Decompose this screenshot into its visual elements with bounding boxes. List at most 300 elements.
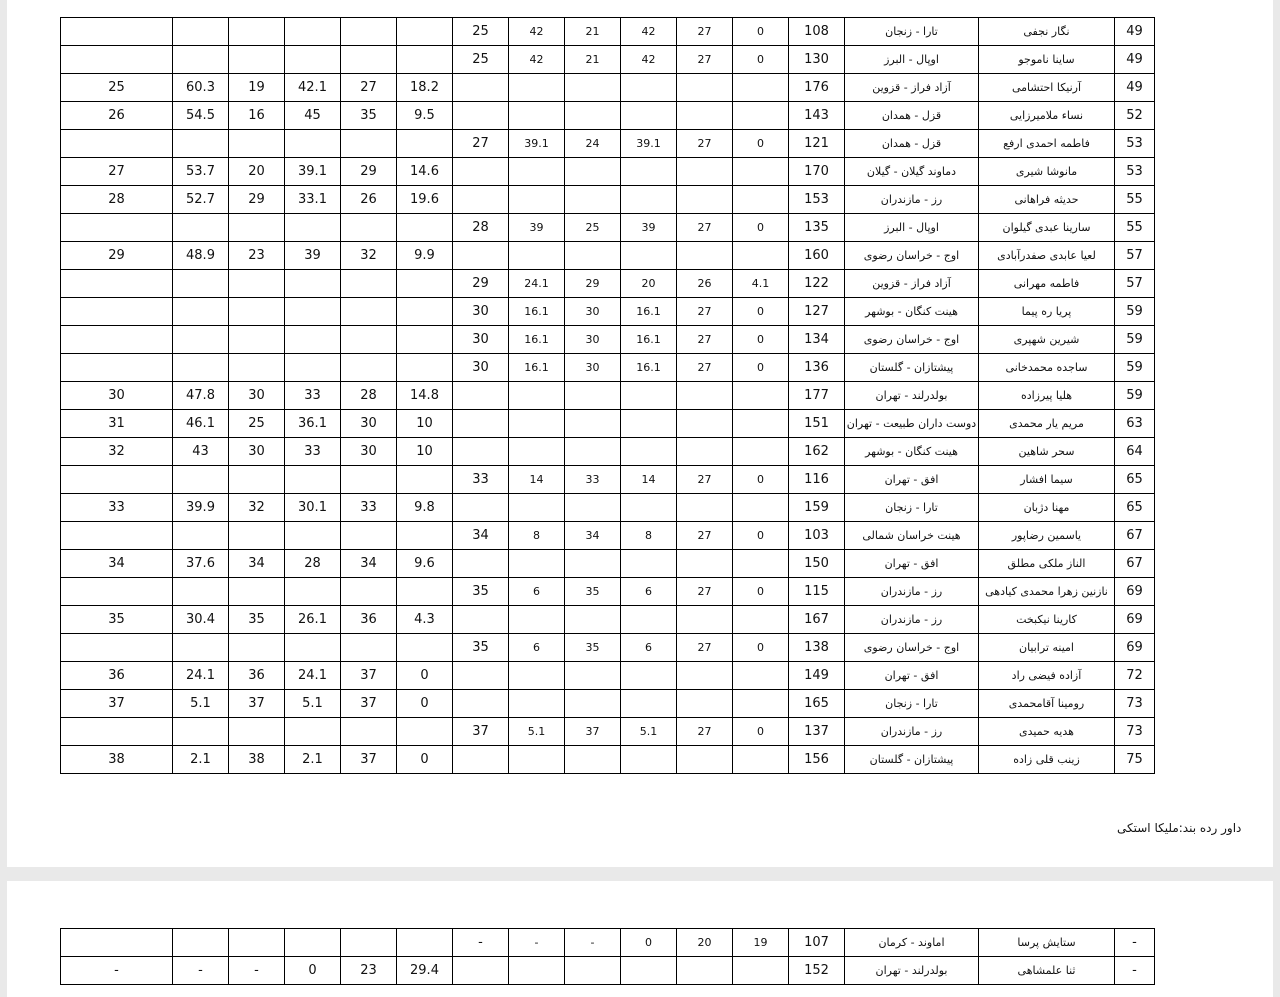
bib-number-cell: 108 xyxy=(789,18,845,46)
group-b-total-cell: 24.1 xyxy=(173,662,229,690)
group-b-score-2-cell: 45 xyxy=(285,102,341,130)
group-b-rank-2-cell xyxy=(229,270,285,298)
group-a-rank-1-cell xyxy=(677,494,733,522)
group-b-score-1-cell: 10 xyxy=(397,410,453,438)
group-a-rank-1-cell: 27 xyxy=(677,18,733,46)
group-a-score-1-cell xyxy=(733,438,789,466)
group-a-rank-cell xyxy=(453,410,509,438)
group-b-score-1-cell: 9.6 xyxy=(397,550,453,578)
group-a-rank-1-cell xyxy=(677,102,733,130)
group-b-rank-cell xyxy=(61,718,173,746)
group-b-score-1-cell xyxy=(397,354,453,382)
group-a-rank-2-cell: 29 xyxy=(565,270,621,298)
rank-cell: - xyxy=(1115,929,1155,957)
referee-note: داور رده بند:ملیکا استکی xyxy=(1117,821,1242,835)
table-row xyxy=(61,522,1155,550)
group-b-total-cell: 47.8 xyxy=(173,382,229,410)
group-a-rank-1-cell xyxy=(677,158,733,186)
group-b-rank-2-cell: 29 xyxy=(229,186,285,214)
group-a-rank-cell xyxy=(453,957,509,985)
group-b-score-1-cell: 9.5 xyxy=(397,102,453,130)
group-a-rank-cell: 27 xyxy=(453,130,509,158)
rank-cell: 65 xyxy=(1115,494,1155,522)
table-row xyxy=(61,494,1155,522)
group-b-score-1-cell xyxy=(397,270,453,298)
group-b-rank-2-cell: 34 xyxy=(229,550,285,578)
rank-cell: 73 xyxy=(1115,718,1155,746)
group-a-rank-2-cell: 30 xyxy=(565,326,621,354)
table-row xyxy=(61,298,1155,326)
group-b-rank-2-cell: 38 xyxy=(229,746,285,774)
club-province-cell: رز - مازندران xyxy=(845,606,979,634)
athlete-name-cell: پریا ره پیما xyxy=(979,298,1115,326)
athlete-name-cell: کارینا نیکبخت xyxy=(979,606,1115,634)
group-b-rank-2-cell xyxy=(229,354,285,382)
group-b-rank-1-cell xyxy=(341,718,397,746)
group-a-rank-1-cell xyxy=(677,438,733,466)
group-a-total-cell xyxy=(509,494,565,522)
group-a-rank-1-cell xyxy=(677,957,733,985)
group-b-score-2-cell xyxy=(285,522,341,550)
group-b-total-cell: 52.7 xyxy=(173,186,229,214)
group-a-rank-2-cell xyxy=(565,186,621,214)
club-province-cell: بولدرلند - تهران xyxy=(845,957,979,985)
club-province-cell: اوج - خراسان رضوی xyxy=(845,634,979,662)
table-row xyxy=(61,438,1155,466)
club-province-cell: رز - مازندران xyxy=(845,186,979,214)
group-b-total-cell: 2.1 xyxy=(173,746,229,774)
group-a-rank-1-cell: 27 xyxy=(677,326,733,354)
group-a-score-2-cell: 39.1 xyxy=(621,130,677,158)
group-a-score-2-cell xyxy=(621,550,677,578)
rank-cell: 59 xyxy=(1115,382,1155,410)
group-b-rank-1-cell xyxy=(341,130,397,158)
table-row xyxy=(61,102,1155,130)
group-b-total-cell xyxy=(173,634,229,662)
group-a-rank-1-cell xyxy=(677,690,733,718)
athlete-name-cell: لعیا عابدی صفدرآبادی xyxy=(979,242,1115,270)
group-b-score-1-cell xyxy=(397,929,453,957)
rank-cell: 52 xyxy=(1115,102,1155,130)
group-a-rank-1-cell: 27 xyxy=(677,578,733,606)
rank-cell: 49 xyxy=(1115,46,1155,74)
group-a-rank-2-cell xyxy=(565,382,621,410)
group-a-score-2-cell: 42 xyxy=(621,46,677,74)
group-a-score-2-cell: 8 xyxy=(621,522,677,550)
group-b-rank-cell: 30 xyxy=(61,382,173,410)
group-a-score-2-cell: 14 xyxy=(621,466,677,494)
group-b-rank-1-cell xyxy=(341,522,397,550)
table-row xyxy=(61,957,1155,985)
group-a-score-1-cell xyxy=(733,242,789,270)
group-b-rank-1-cell: 37 xyxy=(341,746,397,774)
group-b-rank-2-cell: 30 xyxy=(229,438,285,466)
athlete-name-cell: هلیا پیرزاده xyxy=(979,382,1115,410)
group-a-score-1-cell xyxy=(733,186,789,214)
group-a-score-1-cell xyxy=(733,74,789,102)
group-a-score-1-cell: 0 xyxy=(733,578,789,606)
table-row xyxy=(61,578,1155,606)
bib-number-cell: 162 xyxy=(789,438,845,466)
group-a-score-1-cell xyxy=(733,102,789,130)
group-a-total-cell: 42 xyxy=(509,18,565,46)
athlete-name-cell: مانوشا شیری xyxy=(979,158,1115,186)
group-a-rank-1-cell xyxy=(677,74,733,102)
group-a-rank-2-cell xyxy=(565,102,621,130)
group-b-score-2-cell xyxy=(285,46,341,74)
group-a-rank-1-cell xyxy=(677,242,733,270)
group-b-rank-2-cell xyxy=(229,522,285,550)
group-a-total-cell xyxy=(509,410,565,438)
group-a-total-cell xyxy=(509,606,565,634)
athlete-name-cell: نگار نجفی xyxy=(979,18,1115,46)
group-a-score-1-cell xyxy=(733,158,789,186)
group-b-rank-cell xyxy=(61,46,173,74)
group-b-total-cell: 53.7 xyxy=(173,158,229,186)
group-a-score-1-cell xyxy=(733,494,789,522)
group-b-score-2-cell: 33.1 xyxy=(285,186,341,214)
group-a-total-cell: 14 xyxy=(509,466,565,494)
athlete-name-cell: الناز ملکی مطلق xyxy=(979,550,1115,578)
group-b-score-1-cell: 14.8 xyxy=(397,382,453,410)
group-a-total-cell xyxy=(509,242,565,270)
group-a-total-cell xyxy=(509,158,565,186)
group-a-total-cell xyxy=(509,690,565,718)
club-province-cell: اوج - خراسان رضوی xyxy=(845,242,979,270)
bib-number-cell: 103 xyxy=(789,522,845,550)
group-b-rank-1-cell: 35 xyxy=(341,102,397,130)
bib-number-cell: 150 xyxy=(789,550,845,578)
group-b-rank-1-cell: 34 xyxy=(341,550,397,578)
group-b-rank-2-cell xyxy=(229,130,285,158)
group-b-score-1-cell: 0 xyxy=(397,746,453,774)
table-row xyxy=(61,746,1155,774)
table-row xyxy=(61,550,1155,578)
group-b-total-cell xyxy=(173,326,229,354)
athlete-name-cell: مریم یار محمدی xyxy=(979,410,1115,438)
group-a-rank-2-cell xyxy=(565,690,621,718)
table-row xyxy=(61,158,1155,186)
group-a-score-1-cell xyxy=(733,662,789,690)
group-b-rank-1-cell: 30 xyxy=(341,410,397,438)
group-a-rank-cell xyxy=(453,102,509,130)
group-a-rank-2-cell: 30 xyxy=(565,354,621,382)
table-row xyxy=(61,466,1155,494)
group-b-score-2-cell xyxy=(285,298,341,326)
group-b-total-cell xyxy=(173,130,229,158)
table-row xyxy=(61,130,1155,158)
group-a-score-1-cell: 4.1 xyxy=(733,270,789,298)
group-b-total-cell xyxy=(173,354,229,382)
group-b-score-1-cell: 10 xyxy=(397,438,453,466)
rank-cell: 65 xyxy=(1115,466,1155,494)
rank-cell: 59 xyxy=(1115,354,1155,382)
table-row xyxy=(61,718,1155,746)
group-a-score-2-cell xyxy=(621,438,677,466)
group-b-total-cell: 39.9 xyxy=(173,494,229,522)
group-a-score-2-cell xyxy=(621,606,677,634)
group-b-total-cell: 30.4 xyxy=(173,606,229,634)
group-a-rank-cell: 30 xyxy=(453,354,509,382)
rank-cell: - xyxy=(1115,957,1155,985)
group-a-total-cell xyxy=(509,438,565,466)
bib-number-cell: 134 xyxy=(789,326,845,354)
group-b-rank-1-cell xyxy=(341,634,397,662)
group-b-rank-1-cell: 23 xyxy=(341,957,397,985)
group-b-rank-cell xyxy=(61,214,173,242)
club-province-cell: دماوند گیلان - گیلان xyxy=(845,158,979,186)
bib-number-cell: 122 xyxy=(789,270,845,298)
table-row xyxy=(61,18,1155,46)
group-b-score-2-cell xyxy=(285,214,341,242)
club-province-cell: بولدرلند - تهران xyxy=(845,382,979,410)
group-a-score-2-cell xyxy=(621,494,677,522)
group-b-rank-1-cell: 37 xyxy=(341,690,397,718)
bib-number-cell: 151 xyxy=(789,410,845,438)
group-b-rank-1-cell: 30 xyxy=(341,438,397,466)
group-a-rank-2-cell xyxy=(565,494,621,522)
group-a-rank-cell: 37 xyxy=(453,718,509,746)
group-a-rank-2-cell xyxy=(565,746,621,774)
group-b-score-2-cell xyxy=(285,130,341,158)
bib-number-cell: 138 xyxy=(789,634,845,662)
group-a-rank-2-cell: 30 xyxy=(565,298,621,326)
rank-cell: 72 xyxy=(1115,662,1155,690)
group-a-total-cell: 39.1 xyxy=(509,130,565,158)
group-b-rank-2-cell xyxy=(229,18,285,46)
group-b-total-cell: 60.3 xyxy=(173,74,229,102)
athlete-name-cell: سحر شاهین xyxy=(979,438,1115,466)
table-row xyxy=(61,74,1155,102)
group-a-rank-2-cell xyxy=(565,550,621,578)
group-b-total-cell xyxy=(173,929,229,957)
group-b-score-1-cell: 4.3 xyxy=(397,606,453,634)
group-b-total-cell xyxy=(173,298,229,326)
group-a-rank-1-cell: 27 xyxy=(677,354,733,382)
group-a-rank-cell: 30 xyxy=(453,298,509,326)
group-b-rank-1-cell: 36 xyxy=(341,606,397,634)
group-a-rank-1-cell: 27 xyxy=(677,522,733,550)
rank-cell: 63 xyxy=(1115,410,1155,438)
group-b-rank-1-cell xyxy=(341,298,397,326)
athlete-name-cell: امینه ترابیان xyxy=(979,634,1115,662)
group-b-rank-cell xyxy=(61,578,173,606)
group-a-rank-cell: 35 xyxy=(453,634,509,662)
rank-cell: 67 xyxy=(1115,522,1155,550)
group-b-score-2-cell: 26.1 xyxy=(285,606,341,634)
group-a-score-2-cell xyxy=(621,382,677,410)
group-b-score-2-cell: 33 xyxy=(285,382,341,410)
group-a-total-cell: 42 xyxy=(509,46,565,74)
group-a-rank-cell: 25 xyxy=(453,46,509,74)
group-b-rank-2-cell xyxy=(229,46,285,74)
group-b-score-1-cell xyxy=(397,298,453,326)
group-b-total-cell xyxy=(173,270,229,298)
group-a-rank-2-cell: 37 xyxy=(565,718,621,746)
group-b-rank-1-cell xyxy=(341,929,397,957)
group-a-rank-cell: 28 xyxy=(453,214,509,242)
results-table-continued xyxy=(60,928,1155,985)
group-b-rank-cell xyxy=(61,522,173,550)
group-b-rank-cell xyxy=(61,929,173,957)
group-b-score-1-cell xyxy=(397,326,453,354)
bib-number-cell: 156 xyxy=(789,746,845,774)
club-province-cell: آزاد فراز - قزوین xyxy=(845,270,979,298)
group-b-rank-cell xyxy=(61,466,173,494)
group-b-rank-1-cell xyxy=(341,270,397,298)
group-a-rank-2-cell: - xyxy=(565,929,621,957)
group-b-rank-1-cell xyxy=(341,326,397,354)
group-b-rank-2-cell: 19 xyxy=(229,74,285,102)
rank-cell: 67 xyxy=(1115,550,1155,578)
table-row xyxy=(61,214,1155,242)
group-a-total-cell xyxy=(509,662,565,690)
group-a-rank-2-cell: 21 xyxy=(565,18,621,46)
athlete-name-cell: نساء ملامیرزایی xyxy=(979,102,1115,130)
bib-number-cell: 107 xyxy=(789,929,845,957)
bib-number-cell: 143 xyxy=(789,102,845,130)
group-a-score-1-cell: 0 xyxy=(733,354,789,382)
athlete-name-cell: نازنین زهرا محمدی کیادهی xyxy=(979,578,1115,606)
group-b-total-cell: - xyxy=(173,957,229,985)
group-b-score-1-cell xyxy=(397,18,453,46)
group-b-rank-cell: 38 xyxy=(61,746,173,774)
club-province-cell: هینت خراسان شمالی xyxy=(845,522,979,550)
club-province-cell: افق - تهران xyxy=(845,662,979,690)
group-a-score-2-cell xyxy=(621,74,677,102)
group-b-score-2-cell: 5.1 xyxy=(285,690,341,718)
table-row xyxy=(61,634,1155,662)
group-a-rank-cell: 25 xyxy=(453,18,509,46)
rank-cell: 69 xyxy=(1115,578,1155,606)
group-a-score-2-cell xyxy=(621,102,677,130)
group-a-rank-2-cell: 24 xyxy=(565,130,621,158)
rank-cell: 59 xyxy=(1115,326,1155,354)
group-b-score-2-cell xyxy=(285,634,341,662)
group-b-rank-cell: 35 xyxy=(61,606,173,634)
table-row xyxy=(61,46,1155,74)
rank-cell: 57 xyxy=(1115,242,1155,270)
group-a-total-cell: 39 xyxy=(509,214,565,242)
group-a-score-1-cell: 0 xyxy=(733,634,789,662)
athlete-name-cell: رومینا آقامحمدی xyxy=(979,690,1115,718)
group-b-score-2-cell xyxy=(285,466,341,494)
group-b-score-1-cell: 14.6 xyxy=(397,158,453,186)
club-province-cell: تارا - زنجان xyxy=(845,690,979,718)
group-b-total-cell xyxy=(173,18,229,46)
group-b-total-cell xyxy=(173,718,229,746)
athlete-name-cell: حدیثه فراهانی xyxy=(979,186,1115,214)
group-a-total-cell xyxy=(509,74,565,102)
rank-cell: 53 xyxy=(1115,130,1155,158)
club-province-cell: اوپال - البرز xyxy=(845,214,979,242)
group-a-total-cell xyxy=(509,746,565,774)
group-a-rank-2-cell xyxy=(565,242,621,270)
group-a-rank-2-cell xyxy=(565,957,621,985)
group-b-rank-2-cell: 35 xyxy=(229,606,285,634)
club-province-cell: پیشتازان - گلستان xyxy=(845,354,979,382)
group-b-rank-1-cell xyxy=(341,578,397,606)
group-b-rank-1-cell xyxy=(341,46,397,74)
results-table xyxy=(60,17,1155,774)
group-b-rank-2-cell xyxy=(229,718,285,746)
group-a-rank-2-cell: 33 xyxy=(565,466,621,494)
bib-number-cell: 176 xyxy=(789,74,845,102)
athlete-name-cell: آزاده فیضی راد xyxy=(979,662,1115,690)
group-b-rank-2-cell: 20 xyxy=(229,158,285,186)
athlete-name-cell: مهنا دژبان xyxy=(979,494,1115,522)
group-b-score-2-cell xyxy=(285,718,341,746)
group-a-rank-cell xyxy=(453,438,509,466)
group-a-rank-cell xyxy=(453,158,509,186)
club-province-cell: اوج - خراسان رضوی xyxy=(845,326,979,354)
club-province-cell: افق - تهران xyxy=(845,550,979,578)
group-a-total-cell: 8 xyxy=(509,522,565,550)
club-province-cell: رز - مازندران xyxy=(845,718,979,746)
group-b-rank-2-cell xyxy=(229,634,285,662)
group-a-rank-cell xyxy=(453,186,509,214)
group-b-rank-cell: 25 xyxy=(61,74,173,102)
bib-number-cell: 170 xyxy=(789,158,845,186)
group-b-total-cell xyxy=(173,522,229,550)
group-b-rank-2-cell: 16 xyxy=(229,102,285,130)
table-row xyxy=(61,270,1155,298)
bib-number-cell: 149 xyxy=(789,662,845,690)
group-b-rank-1-cell: 29 xyxy=(341,158,397,186)
group-a-total-cell: 16.1 xyxy=(509,298,565,326)
group-a-total-cell: 16.1 xyxy=(509,326,565,354)
group-a-rank-cell xyxy=(453,746,509,774)
group-b-score-2-cell xyxy=(285,270,341,298)
bib-number-cell: 167 xyxy=(789,606,845,634)
group-b-total-cell xyxy=(173,466,229,494)
group-b-rank-1-cell: 26 xyxy=(341,186,397,214)
group-a-total-cell xyxy=(509,382,565,410)
group-a-score-2-cell: 0 xyxy=(621,929,677,957)
table-row xyxy=(61,326,1155,354)
group-b-total-cell: 46.1 xyxy=(173,410,229,438)
group-b-score-2-cell: 28 xyxy=(285,550,341,578)
group-b-score-1-cell xyxy=(397,130,453,158)
group-a-rank-1-cell: 20 xyxy=(677,929,733,957)
group-b-score-2-cell: 39.1 xyxy=(285,158,341,186)
group-a-score-2-cell xyxy=(621,957,677,985)
group-b-rank-2-cell: 23 xyxy=(229,242,285,270)
table-row xyxy=(61,186,1155,214)
group-a-rank-2-cell: 34 xyxy=(565,522,621,550)
table-row xyxy=(61,410,1155,438)
group-a-rank-1-cell xyxy=(677,186,733,214)
group-b-total-cell: 54.5 xyxy=(173,102,229,130)
group-b-score-1-cell: 9.9 xyxy=(397,242,453,270)
group-a-score-2-cell xyxy=(621,242,677,270)
group-a-rank-1-cell: 27 xyxy=(677,298,733,326)
athlete-name-cell: سارینا عبدی گیلوان xyxy=(979,214,1115,242)
bib-number-cell: 116 xyxy=(789,466,845,494)
group-b-rank-2-cell: - xyxy=(229,957,285,985)
group-b-rank-cell xyxy=(61,326,173,354)
group-b-total-cell xyxy=(173,46,229,74)
result-sheet-page-1 xyxy=(7,0,1273,867)
group-b-score-2-cell xyxy=(285,18,341,46)
club-province-cell: تارا - زنجان xyxy=(845,494,979,522)
group-a-total-cell: 6 xyxy=(509,634,565,662)
group-a-score-1-cell: 0 xyxy=(733,522,789,550)
group-a-score-1-cell: 0 xyxy=(733,298,789,326)
group-a-rank-2-cell xyxy=(565,662,621,690)
group-a-rank-2-cell: 21 xyxy=(565,46,621,74)
group-b-rank-cell: 29 xyxy=(61,242,173,270)
